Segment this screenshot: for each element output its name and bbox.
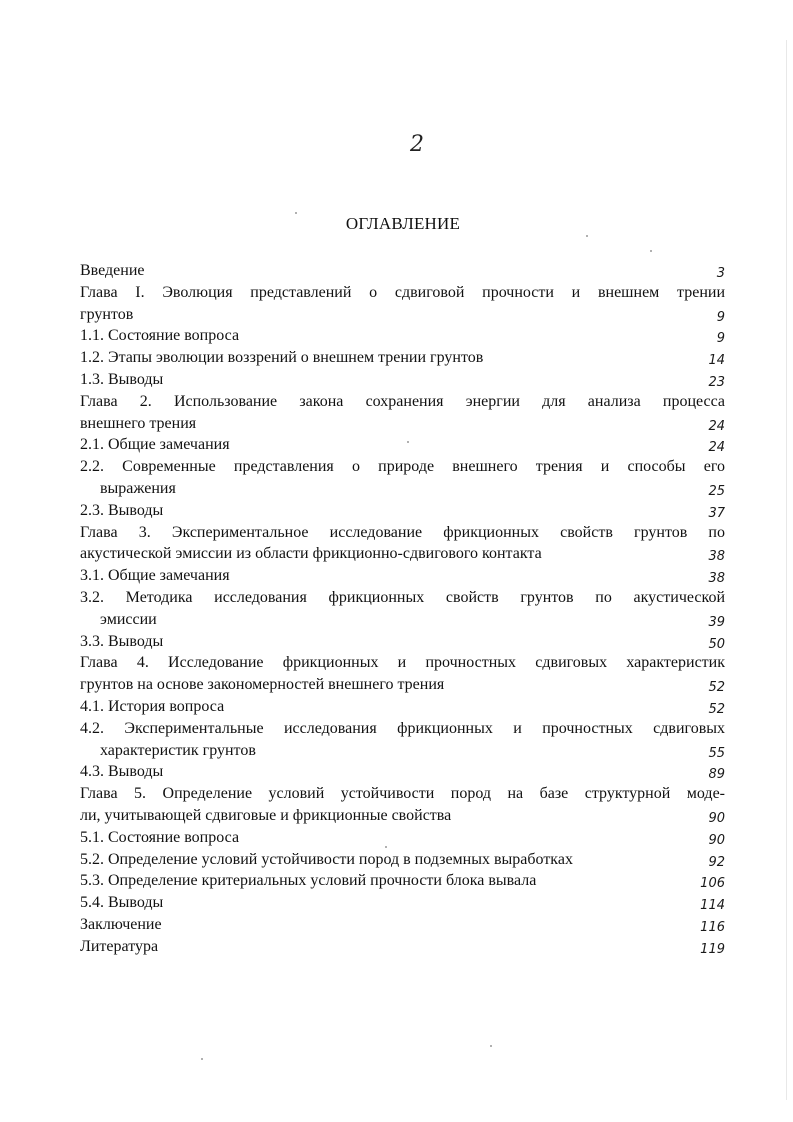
- scan-speck: [201, 1058, 203, 1060]
- toc-entry-title: 1.2. Этапы эволюции воззрений о внешнем трении грунтов: [80, 349, 484, 367]
- toc-entry: [80, 282, 725, 326]
- toc-entry: [80, 456, 725, 500]
- toc-entry: [80, 914, 725, 936]
- toc-entry: [80, 827, 725, 849]
- toc-entry-page: 39: [708, 614, 725, 630]
- toc-entry-page: 3: [716, 266, 725, 281]
- toc-entry-title: 2.1. Общие замечания: [80, 436, 230, 454]
- toc-entry-page: 116: [700, 919, 725, 935]
- toc-entry: [80, 347, 725, 369]
- toc-entry-title: 4.2. Экспериментальные исследования фрикционных и прочностных сдвиговых: [80, 719, 725, 737]
- toc-entry-page: 92: [708, 854, 725, 870]
- toc-entry-page: 38: [708, 571, 725, 587]
- toc-entry: [80, 783, 725, 827]
- toc-entry: [80, 936, 725, 958]
- toc-entry-title-cont: грунтов на основе закономерностей внешнего трения: [80, 676, 445, 694]
- toc-entry-page: 89: [708, 767, 725, 783]
- toc-entry-page: 52: [708, 701, 725, 717]
- toc-entry-title: 3.3. Выводы: [80, 632, 164, 650]
- toc-entry-title-cont: эмиссии: [100, 610, 157, 628]
- scan-speck: [586, 235, 588, 237]
- toc-entry: [80, 260, 725, 282]
- toc-entry-page: 119: [700, 941, 725, 957]
- toc-entry-page: 38: [708, 549, 725, 565]
- toc-entry: [80, 849, 725, 871]
- toc-entry-title: Введение: [80, 262, 145, 279]
- toc-entry-title: Глава I. Эволюция представлений о сдвиговой прочности и внешнем трении: [80, 283, 725, 301]
- toc-entry: [80, 369, 725, 391]
- scan-speck: [490, 1045, 492, 1047]
- toc-entry: [80, 652, 725, 696]
- toc-entry-page: 24: [708, 440, 725, 456]
- toc-entry-page: 24: [708, 418, 725, 434]
- toc-entry-title: Заключение: [80, 915, 162, 933]
- toc-entry: [80, 522, 725, 566]
- toc-entry-title: Глава 3. Экспериментальное исследование фрикционных свойств грунтов по: [80, 523, 725, 541]
- toc-entry-title-cont: грунтов: [80, 305, 134, 323]
- toc-entry: [80, 761, 725, 783]
- toc-entry-page: 55: [708, 745, 725, 761]
- toc-entry-title: 5.1. Состояние вопроса: [80, 828, 240, 846]
- toc-entry-page: 23: [708, 374, 725, 390]
- toc-entry-title: Глава 4. Исследование фрикционных и прочностных сдвиговых характеристик: [80, 654, 725, 672]
- toc-entry-title-cont: внешнего трения: [80, 414, 197, 432]
- scan-speck: [650, 250, 652, 252]
- scan-speck: [407, 441, 409, 443]
- toc-entry-page: 9: [716, 331, 725, 347]
- toc-entry-page: 90: [708, 832, 725, 848]
- toc-entry: [80, 870, 725, 892]
- toc-entry-page: 52: [708, 680, 725, 696]
- toc-entry-title: 2.2. Современные представления о природе внешнего трения и способы его: [80, 458, 725, 476]
- toc-entry-title: 1.1. Состояние вопроса: [80, 327, 240, 345]
- toc-entry-title: 4.3. Выводы: [80, 763, 164, 781]
- toc-entry-title: 5.2. Определение условий устойчивости пород в подземных выработках: [80, 850, 573, 868]
- toc-entry-page: 25: [708, 483, 725, 499]
- page-number: 2: [410, 132, 424, 157]
- toc-entry-title: 2.3. Выводы: [80, 501, 164, 519]
- toc-entry-page: 50: [708, 636, 725, 652]
- toc-entry-title-cont: выражения: [100, 479, 176, 497]
- toc-entry-page: 37: [708, 505, 725, 521]
- toc-entry: [80, 325, 725, 347]
- toc-entry-page: 106: [700, 876, 725, 892]
- toc-entry: [80, 587, 725, 631]
- toc-entry: [80, 892, 725, 914]
- toc-entry: [80, 500, 725, 522]
- toc-entry: [80, 718, 725, 762]
- toc-entry: [80, 434, 725, 456]
- toc-entry-title-cont: акустической эмиссии из области фрикционно-сдвигового контакта: [80, 545, 542, 563]
- page-title: ОГЛАВЛЕНИЕ: [345, 214, 461, 233]
- toc-entry-title: 4.1. История вопроса: [80, 697, 225, 715]
- toc-entry: [80, 565, 725, 587]
- toc-entry-page: 9: [716, 309, 725, 325]
- toc-entry-title: 5.4. Выводы: [80, 894, 164, 912]
- toc-entry: [80, 631, 725, 653]
- toc-entry-page: 14: [708, 353, 725, 369]
- toc-entry-title: 3.1. Общие замечания: [80, 567, 230, 585]
- toc-entry-page: 90: [708, 810, 725, 826]
- toc-entry-title: Литература: [80, 937, 159, 955]
- toc-entry-title: 3.2. Методика исследования фрикционных свойств грунтов по акустической: [80, 588, 725, 606]
- toc-entry: [80, 391, 725, 435]
- toc-entry-title-cont: характеристик грунтов: [100, 741, 256, 759]
- toc-entry-title: 1.3. Выводы: [80, 370, 164, 388]
- scan-speck: [385, 846, 387, 848]
- toc-entry: [80, 696, 725, 718]
- toc-entry-title: Глава 2. Использование закона сохранения энергии для анализа процесса: [80, 392, 725, 410]
- scan-speck: [295, 212, 297, 214]
- toc-entry-title-cont: ли, учитывающей сдвиговые и фрикционные свойства: [80, 806, 452, 824]
- toc-entry-title: 5.3. Определение критериальных условий прочности блока вывала: [80, 872, 537, 890]
- toc-entry-page: 114: [700, 898, 725, 914]
- toc-entry-title: Глава 5. Определение условий устойчивости пород на базе структурной моде-: [80, 785, 725, 803]
- table-of-contents: [80, 260, 725, 958]
- scan-edge: [786, 40, 787, 1100]
